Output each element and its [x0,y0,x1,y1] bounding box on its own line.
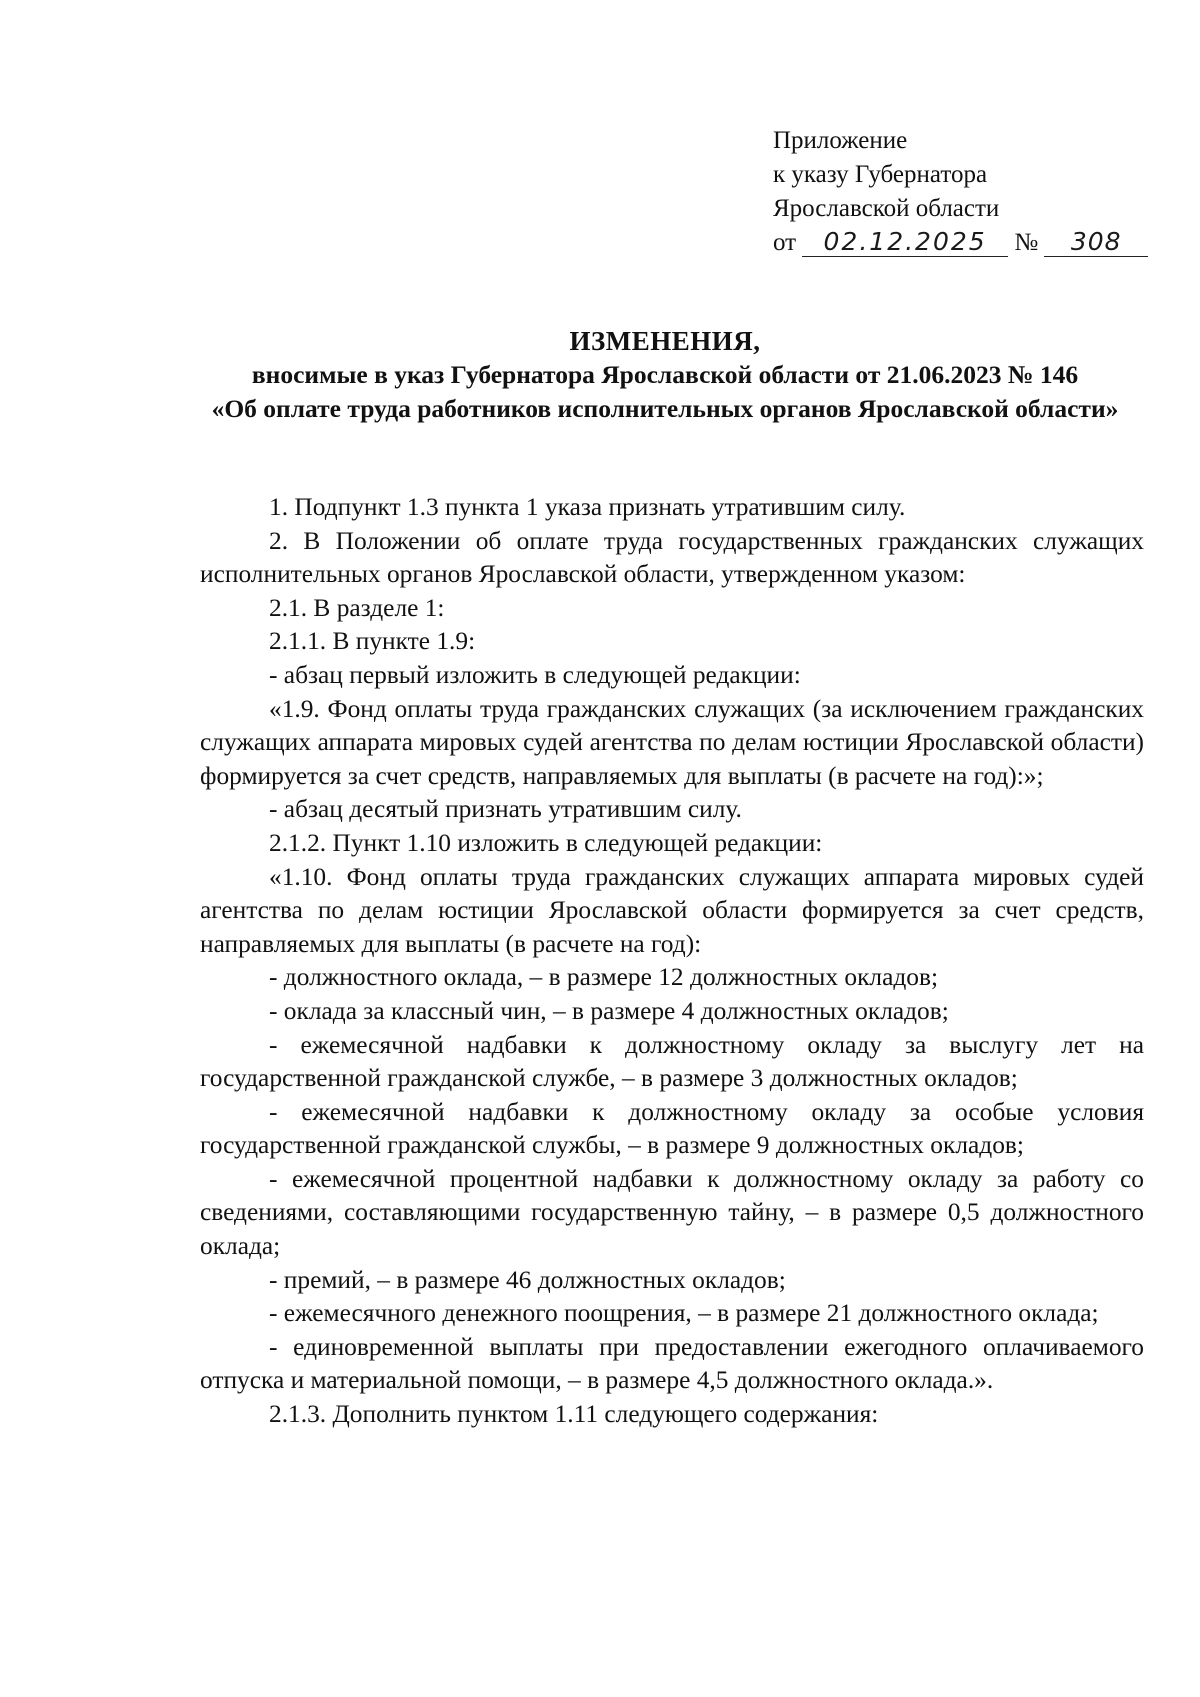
handwritten-date: 02.12.2025 [802,228,1008,257]
paragraph: - должностного оклада, – в размере 12 должностных окладов; [269,963,939,992]
paragraph: 1. Подпункт 1.3 пункта 1 указа признать утратившим силу. [269,493,906,521]
appendix-block [773,124,1148,260]
paragraph: 2.1.3. Дополнить пунктом 1.11 следующего содержания: [269,1400,879,1429]
paragraph: - оклада за классный чин, – в размере 4 должностных окладов; [269,996,949,1025]
paragraph: - абзац первый изложить в следующей редакции: [269,660,801,689]
appendix-line-3: Ярославской области [773,195,1000,222]
paragraph: - ежемесячной надбавки к должностному окладу за выслугу лет на государственной гражданской службе, – в размере 3 должностных окладов; [200,1030,1144,1093]
paragraph: - ежемесячной процентной надбавки к должностному окладу за работу со сведениями, составляющими государственную тайну, – в размере 0,5 должностного оклада; [200,1164,1144,1261]
paragraph: 2.1.1. В пункте 1.9: [269,627,476,656]
paragraph: 2. В Положении об оплате труда государственных гражданских служащих исполнительных органов Ярославской области, утвержденном указом: [200,526,1144,589]
paragraph: - премий, – в размере 46 должностных окладов; [269,1265,786,1294]
document-body [200,491,1144,1432]
appendix-line-1: Приложение [773,127,908,154]
number-label: № [1014,229,1039,256]
appendix-line-2: к указу Губернатора [773,161,988,188]
paragraph: - ежемесячной надбавки к должностному окладу за особые условия государственной гражданской службы, – в размере 9 должностных окладов; [200,1097,1144,1160]
paragraph: - абзац десятый признать утратившим силу. [269,795,742,824]
title-decree-name: «Об оплате труда работников исполнительных органов Ярославской области» [211,394,1119,423]
paragraph: 2.1. В разделе 1: [269,593,445,622]
title-heading: ИЗМЕНЕНИЯ, [569,326,761,356]
title-subheading: вносимые в указ Губернатора Ярославской области от 21.06.2023 № 146 [251,360,1079,389]
paragraph: «1.10. Фонд оплаты труда гражданских служащих аппарата мировых судей агентства по делам юстиции Ярославской области формируется за счет средств, направляемых для выплаты (в расчете на год): [200,862,1144,958]
handwritten-number: 308 [1044,228,1148,257]
document-title [200,324,1130,426]
paragraph: «1.9. Фонд оплаты труда гражданских служащих (за исключением гражданских служащих аппарата мировых судей агентства по делам юстиции Ярославской области) формируется за счет средств, направляемых для выплаты (в расчете на год):»; [200,694,1144,790]
paragraph: - единовременной выплаты при предоставлении ежегодного оплачиваемого отпуска и материальной помощи, – в размере 4,5 должностного оклада.». [200,1332,1144,1395]
from-label: от [773,229,797,256]
paragraph: 2.1.2. Пункт 1.10 изложить в следующей редакции: [269,828,823,857]
appendix-date-line [773,226,1148,260]
paragraph: - ежемесячного денежного поощрения, – в размере 21 должностного оклада; [269,1299,1099,1328]
